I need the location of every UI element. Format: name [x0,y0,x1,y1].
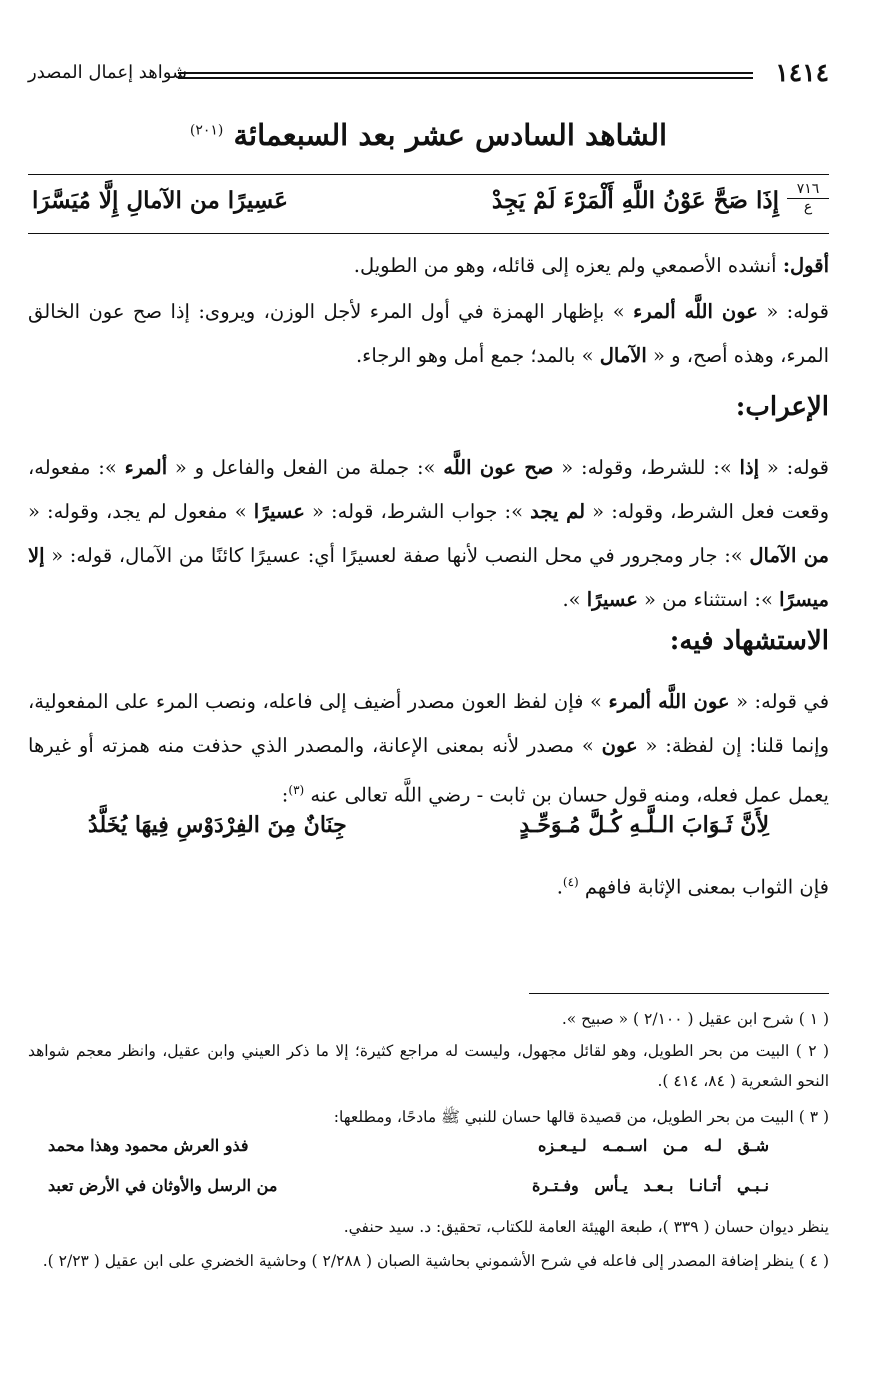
fn-poem-hemistich: من الرسل والأوثان في الأرض تعبد [48,1176,278,1195]
commentary-term: الآمال [599,344,647,367]
closing-text: فإن الثواب بمعنى الإثابة فافهم [578,875,829,899]
istishhad-text: : [281,783,289,807]
irab-term: صح عون اللَّه [443,456,554,479]
shahid-title-text: الشاهد السادس عشر بعد السبعمائة [233,118,668,152]
irab-text: »: للشرط، وقوله: « [553,456,740,479]
verse-meter-symbol: ع [803,199,813,215]
verse-number [787,181,829,216]
istishhad-term: عون [601,734,638,757]
fn-poem-hemistich: شـق لـه مـن اسـمـه لـيـعـزه [537,1136,769,1155]
istishhad-paragraph [28,680,829,818]
verse-number-value: ٧١٦ [787,181,829,199]
fn-poem-hemistich: فذو العرش محمود وهذا محمد [48,1136,249,1155]
irab-term: لم يجد [530,500,586,523]
footnote-2: ( ٢ ) البيت من بحر الطويل، وهو لقائل مجهول، وليست له مراجع كثيرة؛ إلا ما ذكر العيني وابن عقيل، وانظر معجم شواهد النحو الشعرية ( ٨٤، ٤١٤ ). [28,1042,829,1090]
fn-poem-hemistich: نـبـي أتـانـا بـعـد يـأس وفـتـرة [531,1176,769,1195]
commentary-text: » بالمد؛ جمع أمل وهو الرجاء. [355,344,600,367]
irab-text: »: جملة من الفعل والفاعل و « [167,456,444,479]
irab-text: »: استثناء من « [637,588,780,611]
irab-term: إلا ميسرًا [28,544,829,611]
footnote-3: ( ٣ ) البيت من بحر الطويل، من قصيدة قالها حسان للنبي ﷺ مادحًا، ومطلعها: [333,1108,829,1126]
closing-paragraph [28,860,829,910]
footnote-ref: (٤) [562,875,579,889]
footnote-separator [529,993,829,994]
commentary-paragraph [28,290,829,378]
closing-end: . [556,875,563,899]
footnote-3-poem-line-2 [48,1176,789,1208]
verse-hemistich-first: إِذَا صَحَّ عَوْنُ اللَّهِ أَلْمَرْءَ لَمْ يَجِدْ [491,187,779,214]
running-title: شواهد إعمال المصدر [28,62,188,83]
istishhad-term: عون اللَّه ألمرء [608,690,730,713]
irab-text: »: جواب الشرط، قوله: « [304,500,531,523]
istishhad-text: » مصدر لأنه بمعنى الإعانة، والمصدر الذي حذفت منه همزته أو غيرها يعمل عمل فعله، ومنه قول حسان بن ثابت - رضي اللَّه تعالى عنه [28,734,829,807]
commentary-term: عون اللَّه ألمرء [633,300,758,323]
istishhad-text: » فإن لفظ العون مصدر أضيف إلى فاعله، ونصب المرء على المفعولية، وإنما قلنا: إن لفظة: « [28,690,829,757]
istishhad-text: في قوله: « [729,690,830,713]
footnote-1: ( ١ ) شرح ابن عقيل ( ٢/١٠٠ ) « صبيح ». [561,1010,829,1028]
irab-term: من الآمال [749,544,829,567]
shahid-title [28,118,829,152]
irab-text: قوله: « [759,456,829,479]
irab-term: عسيرًا [253,500,305,523]
footnote-3-poem-line-1 [48,1136,789,1168]
footnote-ref: (٣) [288,783,305,797]
intro-paragraph [28,244,829,288]
istishhad-heading: الاستشهاد فيه: [669,626,829,656]
commentary-text: قوله: « [757,300,830,323]
book-page [28,0,829,1385]
verse-box [28,174,829,234]
irab-heading: الإعراب: [735,392,829,422]
page-number: ١٤١٤ [775,58,829,87]
footnote-4: ( ٤ ) ينظر إضافة المصدر إلى فاعله في شرح الأشموني بحاشية الصبان ( ٢/٢٨٨ ) وحاشية الخضري على ابن عقيل ( ٢/٢٣ ). [42,1252,829,1270]
irab-text: »: جار ومجرور في محل النصب لأنها صفة لعسيرًا أي: عسيرًا كائنًا من الآمال، قوله: « [44,544,750,567]
irab-text: ». [562,588,587,611]
verse-hemistich-second: عَسِيرًا من الآمالِ إِلَّا مُيَسَّرَا [32,187,289,214]
intro-text: أنشده الأصمعي ولم يعزه إلى قائله، وهو من الطويل. [353,254,783,277]
intro-lead: أقول: [782,254,829,277]
irab-paragraph [28,446,829,622]
irab-text: » مفعول لم يجد، وقوله: « [28,500,254,523]
poem-hemistich-first: لِأَنَّ ثَـوَابَ الـلَّـهِ كُـلَّ مُـوَحِّـدٍ [519,812,769,838]
irab-text: »: مفعوله، وقعت فعل الشرط، وقوله: « [28,456,829,523]
footnote-3-source: ينظر ديوان حسان ( ٣٣٩ )، طبعة الهيئة العامة للكتاب، تحقيق: د. سيد حنفي. [343,1218,829,1236]
poem-hemistich-second: جِنَانٌ مِنَ الفِرْدَوْسِ فِيهَا يُخَلَّدُ [88,812,347,838]
irab-term: إذا [739,456,760,479]
title-note-ref: (٢٠١) [189,122,224,139]
running-header [28,58,829,94]
header-double-rule [178,72,753,79]
commentary-text: » بإظهار الهمزة في أول المرء لأجل الوزن، ويروى: إذا صح عون الخالق المرء، وهذه أصح، و « [28,300,829,367]
irab-term: ألمرء [124,456,168,479]
hassan-poem-line [28,812,829,852]
irab-term: عسيرًا [586,588,638,611]
